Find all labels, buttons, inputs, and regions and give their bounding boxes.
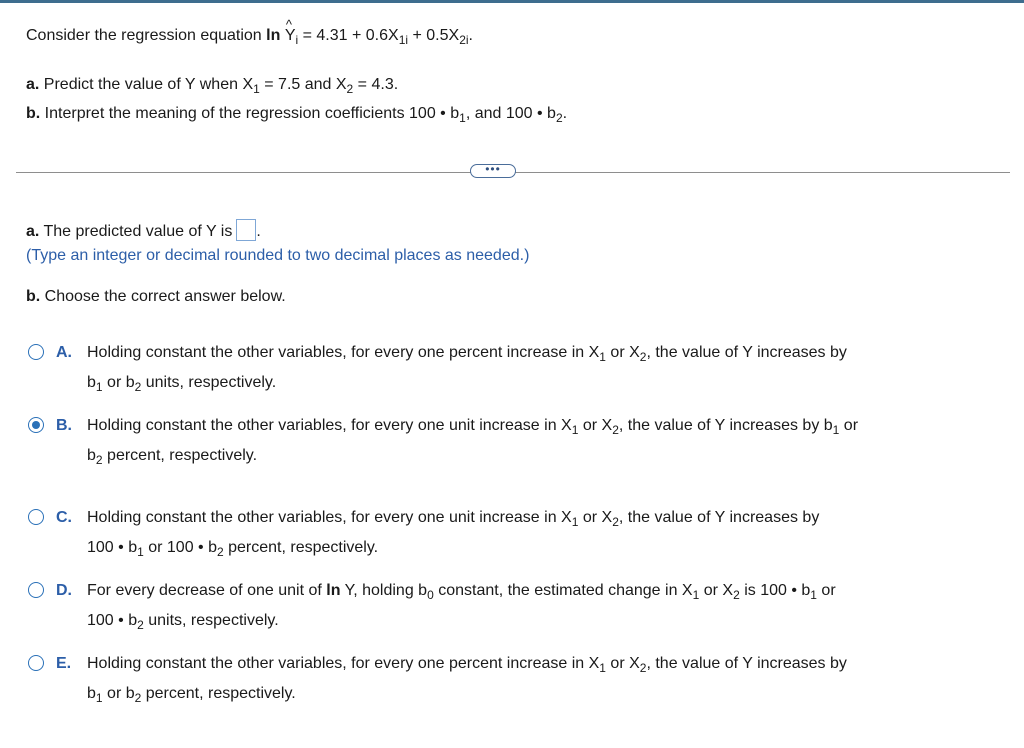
option-e-radio[interactable] (28, 655, 44, 671)
question-part-a: a. Predict the value of Y when $X_1 = 7.5$ and $X_2 = 4.3$. (26, 76, 399, 96)
option-c-radio[interactable] (28, 509, 44, 525)
predicted-value-input[interactable] (236, 219, 256, 241)
option-e[interactable]: E. Holding constant the other variables, for every one percent increase in $X_1$ or $X_2$, the value of Y increases by $b_1$ or $b_2$ percent, respectively. (26, 652, 996, 704)
question-equation: Consider the regression equation ln ^ $Y_i = 4.31 + 0.6X_{1i} + 0.5X_{2i}$. (26, 26, 473, 46)
option-d-radio[interactable] (28, 582, 44, 598)
answer-a-hint: (Type an integer or decimal rounded to two decimal places as needed.) (26, 247, 530, 264)
option-d[interactable]: D. For every decrease of one unit of ln Y, holding $b_0$ constant, the estimated change in $X_1$ or $X_2$ is 100 • $b_1$ or 100 • $b_2$ units, respectively. (26, 579, 996, 631)
answer-a-prompt: a. The predicted value of Y is . (26, 219, 261, 242)
option-a[interactable]: A. Holding constant the other variables, for every one percent increase in $X_1$ or $X_2$, the value of Y increases by $b_1$ or $b_2$ units, respectively. (26, 341, 996, 393)
ln-operator: ln (266, 27, 281, 44)
question-part-b: b. Interpret the meaning of the regression coefficients 100 • $b_1$, and 100 • $b_2$. (26, 105, 568, 125)
option-c[interactable]: C. Holding constant the other variables, for every one unit increase in $X_1$ or $X_2$, the value of Y increases by 100 • $b_1$ or 100 • $b_2$ percent, respectively. (26, 506, 996, 558)
option-a-radio[interactable] (28, 344, 44, 360)
top-accent-bar (0, 0, 1024, 3)
answer-b-prompt: b. Choose the correct answer below. (26, 288, 286, 305)
y-hat: ^ Y (285, 26, 296, 46)
option-b[interactable]: B. Holding constant the other variables, for every one unit increase in $X_1$ or $X_2$, the value of Y increases by $b_1$ or $b_2$ percent, respectively. (26, 414, 996, 466)
question-intro: Consider the regression equation (26, 27, 262, 44)
option-b-radio[interactable] (28, 417, 44, 433)
more-options-button[interactable]: ••• (470, 164, 516, 178)
